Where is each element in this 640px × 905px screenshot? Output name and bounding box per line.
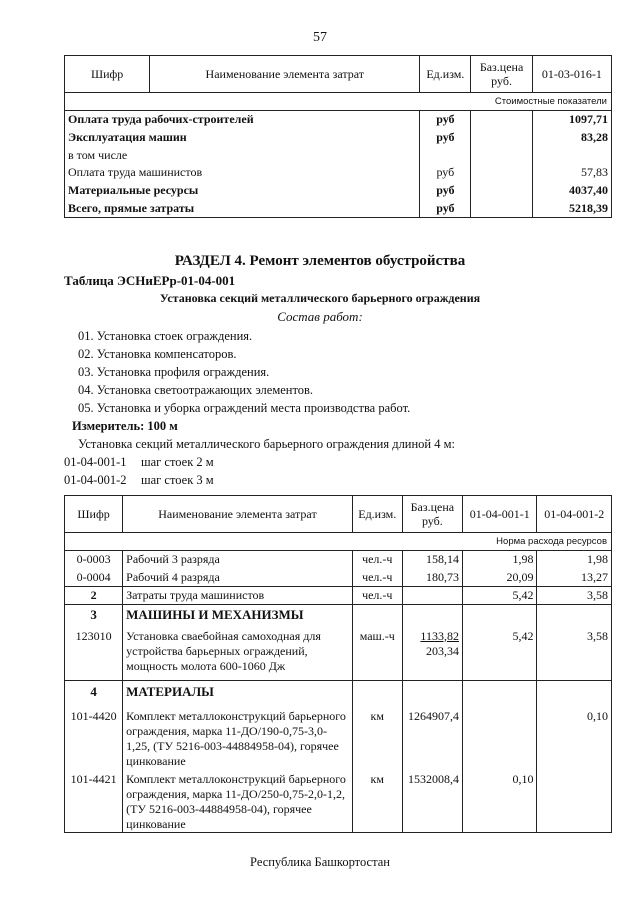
table-name: Таблица ЭСНиЕРр-01-04-001 <box>64 273 236 288</box>
variant-code: 01-04-001-1 <box>64 455 127 469</box>
variant-text: шаг стоек 2 м <box>141 455 214 469</box>
header-code: Шифр <box>65 56 150 93</box>
header-price: Баз.цена руб. <box>471 56 532 93</box>
row-value <box>532 147 611 164</box>
footer: Республика Башкортостан <box>250 855 390 869</box>
table-title: Установка секций металлического барьерного ограждения <box>159 291 481 305</box>
machine-price: 1133,82 <box>420 628 459 643</box>
row-name: Эксплуатация машин <box>65 129 420 147</box>
row-unit: руб <box>420 200 471 218</box>
row-price <box>402 587 462 605</box>
header-unit: Ед.изм. <box>420 56 471 93</box>
row-code: 2 <box>65 587 123 605</box>
material-unit: км <box>352 769 402 833</box>
row-unit: руб <box>420 111 471 129</box>
header-col: 01-03-016-1 <box>532 56 611 93</box>
section-title: МАТЕРИАЛЫ <box>123 681 353 703</box>
work-item: 01. Установка стоек ограждения. <box>78 329 253 343</box>
row-value: 5218,39 <box>532 200 611 218</box>
material-unit: км <box>352 703 402 769</box>
material-code: 101-4420 <box>65 703 123 769</box>
material-price: 1532008,4 <box>402 769 462 833</box>
header-unit: Ед.изм. <box>352 496 402 533</box>
row-name: Оплата труда рабочих-строителей <box>65 111 420 129</box>
row-unit: руб <box>420 129 471 147</box>
row-code: 0-0004 <box>65 569 123 587</box>
row-unit: чел.-ч <box>352 569 402 587</box>
row-unit: чел.-ч <box>352 551 402 569</box>
row-v2: 1,98 <box>537 551 612 569</box>
machine-code: 123010 <box>65 625 123 681</box>
row-unit: руб <box>420 164 471 182</box>
section-heading: РАЗДЕЛ 4. Ремонт элементов обустройства <box>174 253 466 269</box>
row-unit: чел.-ч <box>352 587 402 605</box>
row-code: 0-0003 <box>65 551 123 569</box>
material-name: Комплект металлоконструкций барьерного ограждения, марка 11-ДО/250-0,75-2,0-1,2, (ТУ 5216-003-44884958-04), горячее цинкование <box>123 769 353 833</box>
machine-v1: 5,42 <box>462 625 536 681</box>
header-col1: 01-04-001-1 <box>462 496 536 533</box>
row-value: 4037,40 <box>532 182 611 200</box>
row-name: Всего, прямые затраты <box>65 200 420 218</box>
row-value: 83,28 <box>532 129 611 147</box>
meter-description: Установка секций металлического барьерного ограждения длиной 4 м: <box>78 437 456 451</box>
header-name: Наименование элемента затрат <box>123 496 353 533</box>
material-v1 <box>462 703 536 769</box>
table2-subheader: Норма расхода ресурсов <box>65 533 612 551</box>
table1-subheader: Стоимостные показатели <box>65 93 612 111</box>
material-name: Комплект металлоконструкций барьерного ограждения, марка 11-ДО/190-0,75-3,0-1,25, (ТУ 5216-003-44884958-04), горячее цинкование <box>123 703 353 769</box>
page-number: 57 <box>313 30 327 45</box>
row-unit <box>420 147 471 164</box>
material-v1: 0,10 <box>462 769 536 833</box>
work-item: 02. Установка компенсаторов. <box>78 347 237 361</box>
meter: Измеритель: 100 м <box>72 419 178 433</box>
row-v2: 13,27 <box>537 569 612 587</box>
work-item: 05. Установка и уборка ограждений места производства работ. <box>78 401 411 415</box>
section-title: МАШИНЫ И МЕХАНИЗМЫ <box>123 605 353 625</box>
composition-label: Состав работ: <box>277 309 363 324</box>
row-value: 1097,71 <box>532 111 611 129</box>
cost-summary-table <box>64 55 612 218</box>
material-v2: 0,10 <box>537 703 612 769</box>
row-name: Рабочий 3 разряда <box>123 551 353 569</box>
header-price: Баз.цена руб. <box>402 496 462 533</box>
material-v2 <box>537 769 612 833</box>
row-price: 158,14 <box>402 551 462 569</box>
row-unit: руб <box>420 182 471 200</box>
row-name: Оплата труда машинистов <box>65 164 420 182</box>
section-code: 3 <box>65 605 123 625</box>
resource-norms-table <box>64 495 612 833</box>
machine-unit: маш.-ч <box>352 625 402 681</box>
material-code: 101-4421 <box>65 769 123 833</box>
row-v1: 5,42 <box>462 587 536 605</box>
row-name: Затраты труда машинистов <box>123 587 353 605</box>
variant-text: шаг стоек 3 м <box>141 473 214 487</box>
row-name: Рабочий 4 разряда <box>123 569 353 587</box>
row-price: 180,73 <box>402 569 462 587</box>
section-code: 4 <box>65 681 123 703</box>
material-price: 1264907,4 <box>402 703 462 769</box>
header-code: Шифр <box>65 496 123 533</box>
row-value: 57,83 <box>532 164 611 182</box>
row-v1: 20,09 <box>462 569 536 587</box>
work-item: 04. Установка светоотражающих элементов. <box>78 383 314 397</box>
machine-v2: 3,58 <box>537 625 612 681</box>
work-item: 03. Установка профиля ограждения. <box>78 365 270 379</box>
row-v1: 1,98 <box>462 551 536 569</box>
machine-name: Установка сваебойная самоходная для устройства барьерных ограждений, мощность молота 600-1060 Дж <box>123 625 353 681</box>
row-name: в том числе <box>65 147 420 164</box>
machine-price-wage: 203,34 <box>425 643 459 658</box>
row-name: Материальные ресурсы <box>65 182 420 200</box>
row-v2: 3,58 <box>537 587 612 605</box>
variant-code: 01-04-001-2 <box>64 473 127 487</box>
header-col2: 01-04-001-2 <box>537 496 612 533</box>
header-name: Наименование элемента затрат <box>150 56 420 93</box>
